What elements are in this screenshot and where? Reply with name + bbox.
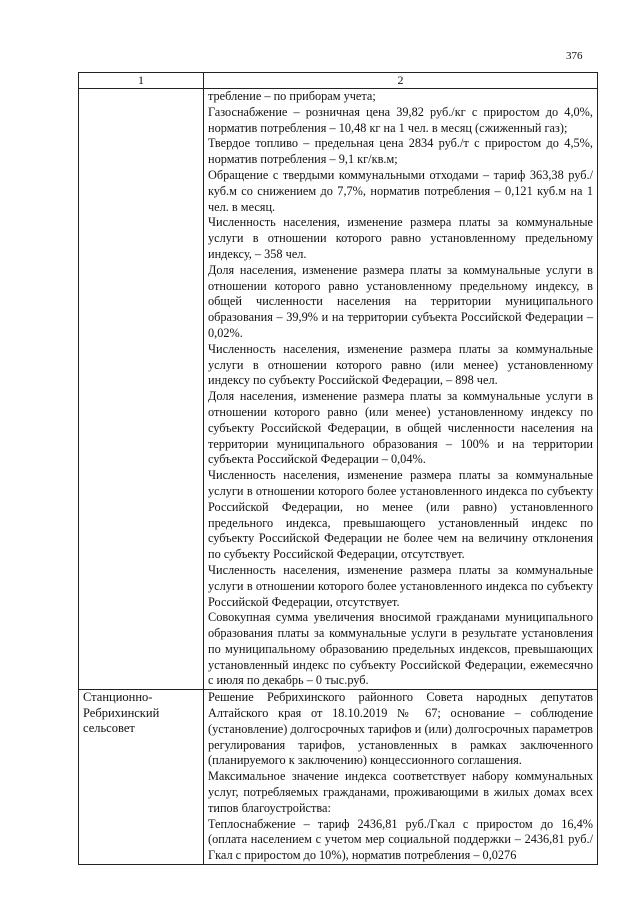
- column-header-2: 2: [204, 73, 598, 89]
- document-table: [78, 72, 598, 865]
- table-row: [79, 89, 598, 690]
- column-header-1: 1: [79, 73, 204, 89]
- paragraph: Численность населения, изменение размера платы за коммунальные услуги в отношении которого равно (или менее) установленному индексу по субъекту Российской Федерации, – 898 чел.: [208, 341, 593, 388]
- details-cell: [204, 89, 598, 690]
- page-number: 376: [566, 50, 583, 62]
- paragraph: Газоснабжение – розничная цена 39,82 руб./кг с приростом до 4,0%, норматив потребления – 10,48 кг на 1 чел. в месяц (сжиженный газ);: [208, 104, 593, 135]
- municipality-cell: Станционно-Ребрихинский сельсовет: [79, 690, 204, 865]
- paragraph: Доля населения, изменение размера платы за коммунальные услуги в отношении которого равно установленному предельному индексу, в общей численности населения на территории муниципального образования – 39,9% и на территории субъекта Российской Федерации – 0,02%.: [208, 262, 593, 340]
- paragraph: Максимальное значение индекса соответствует набору коммунальных услуг, потребляемых гражданами, проживающими в жилых домах всех типов благоустройства:: [208, 769, 593, 815]
- paragraph: Обращение с твердыми коммунальными отходами – тариф 363,38 руб./куб.м со снижением до 7,7%, норматив потребления – 0,121 куб.м на 1 чел. в месяц.: [208, 167, 593, 214]
- paragraph: Решение Ребрихинского районного Совета народных депутатов Алтайского края от 18.10.2019 № 67; основание – соблюдение (установление) долгосрочных тарифов и (или) долгосрочных параметров регулирования тарифов, установленных в рамках заключенного (планируемого к заключению) концессионного соглашения.: [208, 690, 593, 768]
- paragraph: Численность населения, изменение размера платы за коммунальные услуги в отношении которого равно установленному предельному индексу, – 358 чел.: [208, 215, 593, 261]
- paragraph: Совокупная сумма увеличения вносимой гражданами муниципального образования платы за коммунальные услуги в результате установления по муниципальному образованию предельных индексов, превышающих установленный индекс по субъекту Российской Федерации, ежемесячно с июля по декабрь – 0 тыс.руб.: [208, 610, 593, 688]
- paragraph: Доля населения, изменение размера платы за коммунальные услуги в отношении которого равно (или менее) установленному индексу по субъекту Российской Федерации, в общей численности населения на территории муниципального образования – 100% и на территории субъекта Российской Федерации – 0,04%.: [208, 389, 593, 467]
- details-cell: [204, 690, 598, 865]
- paragraph: требление – по приборам учета;: [208, 89, 376, 103]
- paragraph: Численность населения, изменение размера платы за коммунальные услуги в отношении которого более установленного индекса по субъекту Российской Федерации, отсутствует.: [208, 562, 593, 609]
- paragraph: Теплоснабжение – тариф 2436,81 руб./Гкал с приростом до 16,4% (оплата населением с учетом мер социальной поддержки – 2436,81 руб./Гкал с приростом до 10%), норматив потребления – 0,0276: [208, 816, 593, 863]
- paragraph: Численность населения, изменение размера платы за коммунальные услуги в отношении которого более установленного индекса по субъекту Российской Федерации, но менее (или равно) установленного предельного индекса, превышающего установленный индекс по субъекту Российской Федерации не более чем на величину отклонения по субъекту Российской Федерации, отсутствует.: [208, 468, 593, 562]
- paragraph: Твердое топливо – предельная цена 2834 руб./т с приростом до 4,5%, норматив потребления – 9,1 кг/кв.м;: [208, 136, 593, 167]
- table-header-row: [79, 73, 598, 89]
- municipality-cell: [79, 89, 204, 690]
- table-row: [79, 690, 598, 865]
